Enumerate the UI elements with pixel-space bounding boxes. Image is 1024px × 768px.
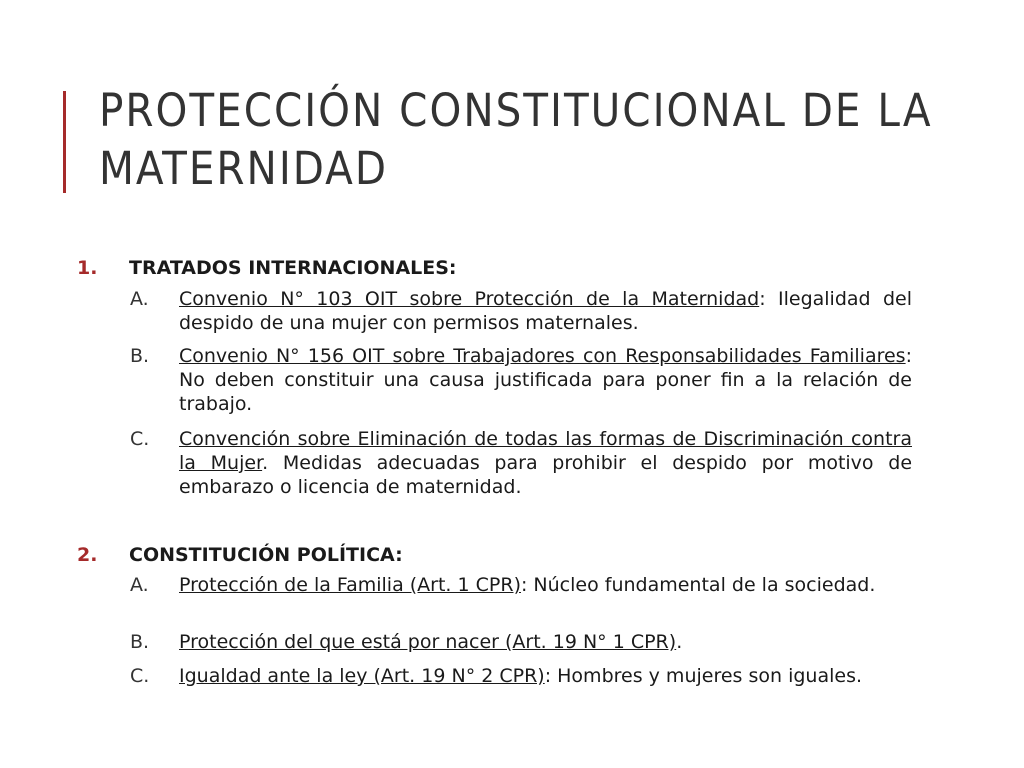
item-underlined-title: Convención sobre Eliminación de todas las formas de Discriminación contra la Mujer [179, 428, 912, 474]
item-underlined-title: Protección de la Familia (Art. 1 CPR) [179, 574, 521, 596]
section-heading: TRATADOS INTERNACIONALES: [129, 257, 457, 279]
item-text [179, 664, 912, 688]
item-description: . [676, 631, 683, 653]
item-letter: C. [130, 665, 150, 687]
item-letter: A. [130, 288, 149, 310]
item-text [179, 427, 912, 499]
item-description: : Núcleo fundamental de la sociedad. [520, 574, 876, 596]
item-description: . Medidas adecuadas para prohibir el despido por motivo de embarazo o licencia de maternidad. [179, 452, 913, 498]
item-letter: A. [130, 574, 149, 596]
item-description: : No deben constituir una causa justificada para poner fin a la relación de trabajo. [179, 345, 912, 415]
item-underlined-title: Convenio N° 103 OIT sobre Protección de la Maternidad [179, 288, 760, 310]
section-heading: CONSTITUCIÓN POLÍTICA: [129, 544, 403, 566]
item-text [179, 344, 912, 416]
item-description: : Hombres y mujeres son iguales. [544, 665, 863, 687]
item-letter: B. [130, 631, 150, 653]
slide-title: PROTECCIÓN CONSTITUCIONAL DE LA MATERNIDAD [99, 84, 933, 195]
item-letter: C. [130, 428, 150, 450]
item-underlined-title: Convenio N° 156 OIT sobre Trabajadores con Responsabilidades Familiares [179, 345, 906, 367]
item-description: : Ilegalidad del despido de una mujer con permisos maternales. [179, 288, 913, 334]
section-number: 2. [77, 544, 98, 566]
section-number: 1. [77, 257, 98, 279]
item-underlined-title: Protección del que está por nacer (Art. 19 N° 1 CPR) [179, 631, 677, 653]
item-text [179, 573, 912, 597]
item-letter: B. [130, 345, 150, 367]
item-text [179, 630, 912, 654]
item-text [179, 287, 912, 335]
item-underlined-title: Igualdad ante la ley (Art. 19 N° 2 CPR) [179, 665, 545, 687]
